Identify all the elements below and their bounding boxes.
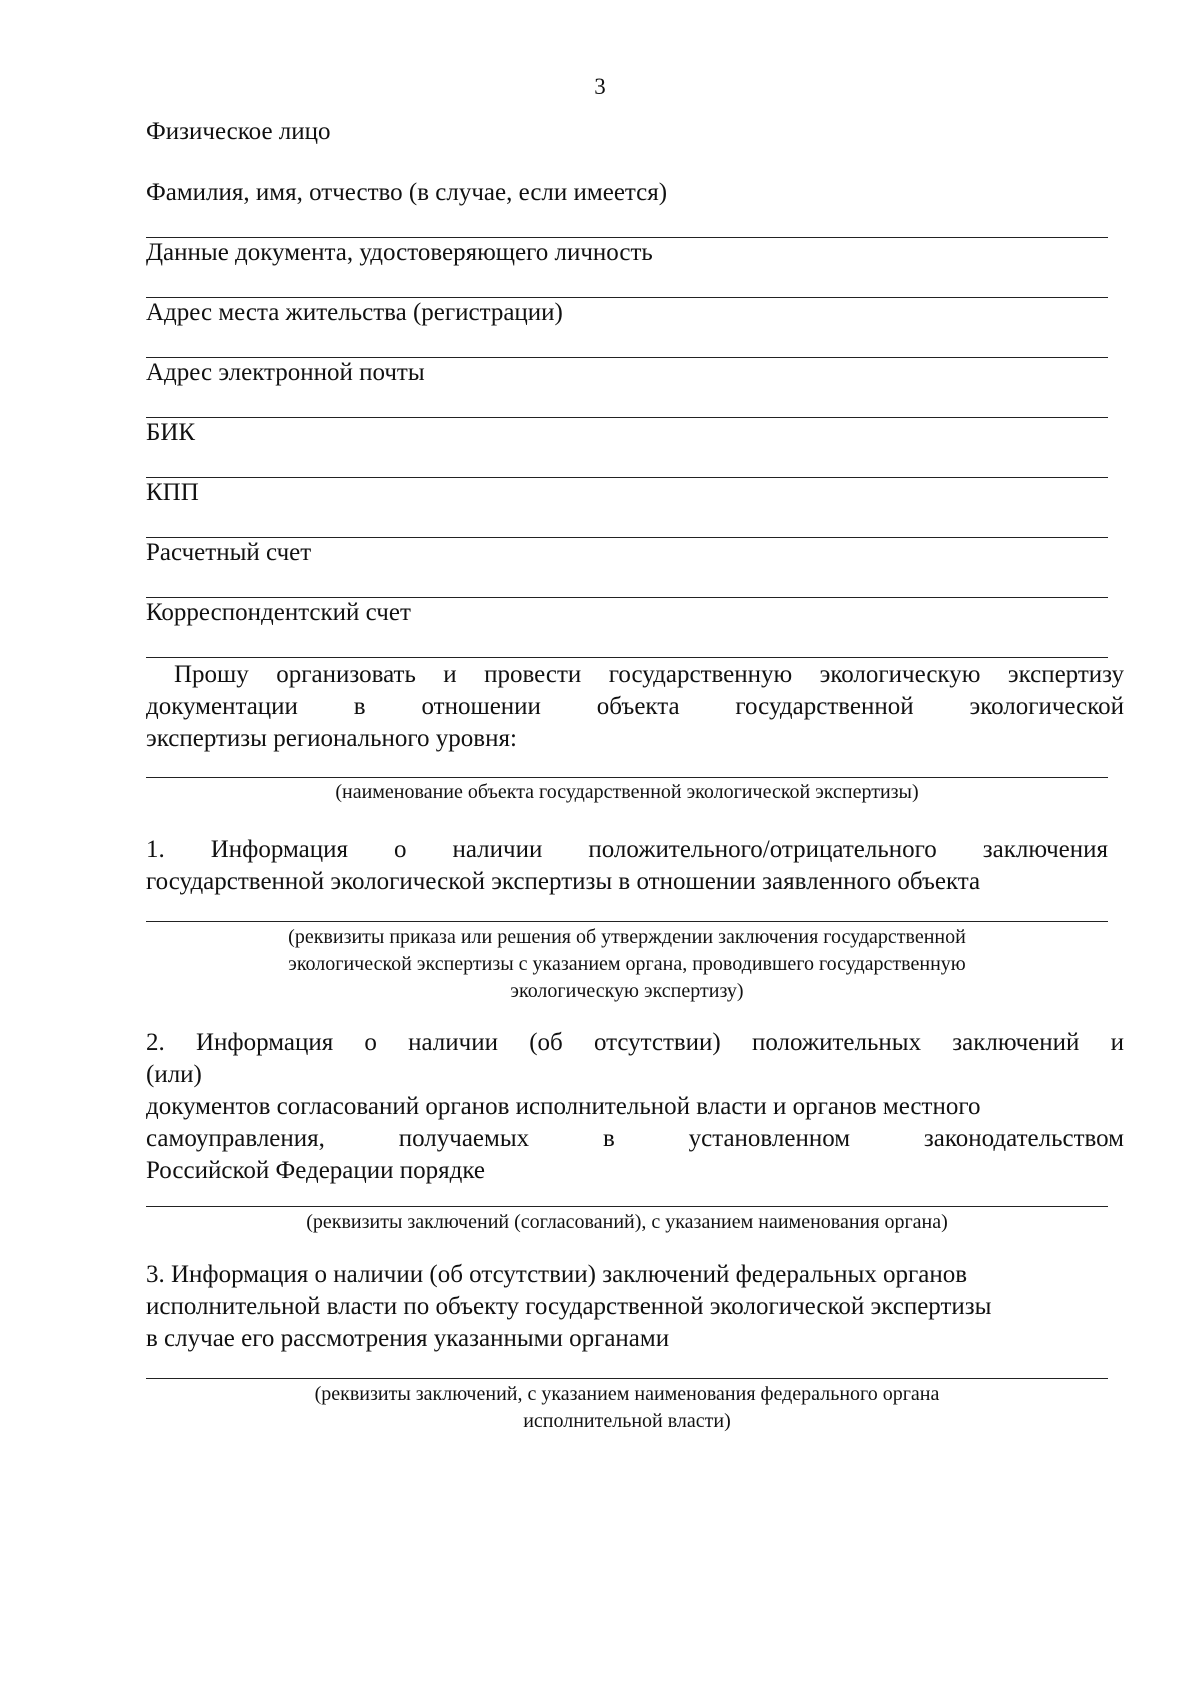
- field-line-item-2[interactable]: [146, 1206, 1108, 1207]
- caption-item-1: (реквизиты приказа или решения об утверждении заключения государственной экологической экспертизы с указанием органа, проводившего государственную экологическую экспертизу): [288, 926, 966, 1002]
- item-2-paragraph: [146, 1027, 1124, 1187]
- item-2-line: 2. Информация о наличии (об отсутствии) положительных заключений и: [146, 1029, 1124, 1056]
- item-1-line: государственной экологической экспертизы в отношении заявленного объекта: [146, 868, 981, 895]
- field-line-item-1[interactable]: [146, 921, 1108, 922]
- item-1-paragraph: [146, 834, 1108, 898]
- field-label-full-name: Фамилия, имя, отчество (в случае, если имеется): [146, 179, 668, 206]
- field-label-email: Адрес электронной почты: [146, 359, 425, 386]
- request-line: Прошу организовать и провести государственную экологическую экспертизу: [174, 661, 1124, 688]
- request-line: экспертизы регионального уровня:: [146, 725, 517, 752]
- field-line-bik[interactable]: [146, 477, 1108, 478]
- field-label-current-account: Расчетный счет: [146, 539, 312, 566]
- caption-item-2: (реквизиты заключений (согласований), с указанием наименования органа): [306, 1211, 948, 1233]
- item-2-line: (или): [146, 1061, 202, 1088]
- item-3-line: исполнительной власти по объекту государственной экологической экспертизы: [146, 1293, 992, 1320]
- request-paragraph: [146, 659, 1124, 755]
- item-3-line: в случае его рассмотрения указанными органами: [146, 1325, 670, 1352]
- caption-object-name: (наименование объекта государственной экологической экспертизы): [335, 781, 919, 803]
- item-3-line: 3. Информация о наличии (об отсутствии) заключений федеральных органов: [146, 1261, 968, 1288]
- item-1-line: 1. Информация о наличии положительного/отрицательного заключения: [146, 836, 1108, 863]
- field-line-email[interactable]: [146, 417, 1108, 418]
- item-2-line: документов согласований органов исполнительной власти и органов местного: [146, 1093, 981, 1120]
- item-2-line: Российской Федерации порядке: [146, 1157, 485, 1184]
- field-label-id-document: Данные документа, удостоверяющего личность: [146, 239, 653, 266]
- request-line: документации в отношении объекта государственной экологической: [146, 693, 1124, 720]
- field-line-item-3[interactable]: [146, 1378, 1108, 1379]
- field-label-correspondent-account: Корреспондентский счет: [146, 599, 411, 626]
- item-2-line: самоуправления, получаемых в установленном законодательством: [146, 1125, 1124, 1152]
- page-number: 3: [594, 74, 606, 99]
- section-title: Физическое лицо: [146, 118, 331, 145]
- caption-item-3: (реквизиты заключений, с указанием наименования федерального органа исполнительной власти): [314, 1383, 940, 1432]
- field-line-correspondent-account[interactable]: [146, 657, 1108, 658]
- field-label-kpp: КПП: [146, 479, 199, 506]
- field-label-residence-address: Адрес места жительства (регистрации): [146, 299, 563, 326]
- field-label-bik: БИК: [146, 419, 196, 446]
- field-line-object-name[interactable]: [146, 777, 1108, 778]
- item-3-paragraph: [146, 1259, 1124, 1355]
